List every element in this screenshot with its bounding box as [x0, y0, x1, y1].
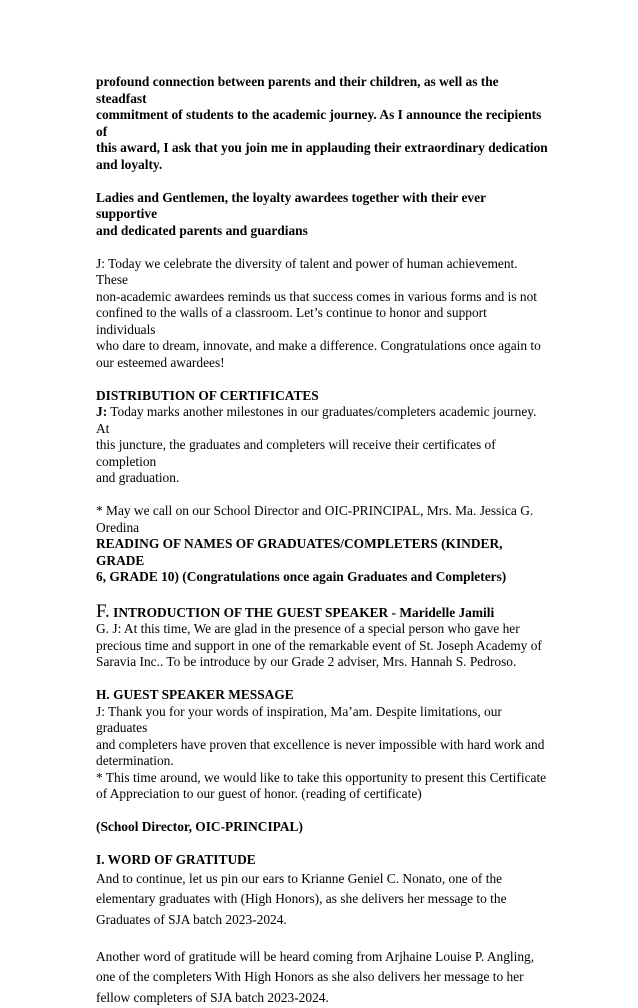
speaker-label: J:	[96, 404, 107, 419]
word-of-gratitude-text: And to continue, let us pin our ears to Krianne Geniel C. Nonato, one of the elementary graduates with (High Honors), as she delivers her message to the Graduates of SJA batch 2023-2024.	[96, 869, 548, 931]
word-of-gratitude-section	[96, 852, 548, 930]
guest-speaker-message-heading: H. GUEST SPEAKER MESSAGE	[96, 687, 548, 704]
section-letter: F.	[96, 601, 110, 622]
another-gratitude-paragraph: Another word of gratitude will be heard coming from Arjhaine Louise P. Angling, one of the completers With High Honors as she also delivers her message to her fellow completers of SJA batch 2023-2024.	[96, 947, 548, 1008]
reading-of-names-heading: READING OF NAMES OF GRADUATES/COMPLETERS (KINDER, GRADE 6, GRADE 10) (Congratulations once again Graduates and Completers)	[96, 536, 548, 586]
director-note: (School Director, OIC-PRINCIPAL)	[96, 819, 548, 836]
distribution-text: Today marks another milestones in our graduates/completers academic journey. At this juncture, the graduates and completers will receive their certificates of completion and graduation.	[96, 404, 536, 485]
celebrate-paragraph: J: Today we celebrate the diversity of talent and power of human achievement. These non-academic awardees reminds us that success comes in various forms and is not confined to the walls of a classroom. Let’s continue to honor and support individuals who dare to dream, innovate, and make a difference. Congratulations once again to our esteemed awardees!	[96, 256, 548, 372]
distribution-heading: DISTRIBUTION OF CERTIFICATES	[96, 388, 548, 405]
guest-speaker-message-text: J: Thank you for your words of inspiration, Ma’am. Despite limitations, our graduates and completers have proven that excellence is never impossible with hard work and determination. * This time around, we would like to take this opportunity to present this Certificate of Appreciation to our guest of honor. (reading of certificate)	[96, 704, 548, 803]
loyalty-awardees-paragraph: Ladies and Gentlemen, the loyalty awardees together with their ever supportive and dedicated parents and guardians	[96, 190, 548, 240]
section-title: INTRODUCTION OF THE GUEST SPEAKER - Maridelle Jamili	[110, 605, 494, 620]
word-of-gratitude-heading: I. WORD OF GRATITUDE	[96, 852, 548, 869]
guest-speaker-intro-text: G. J: At this time, We are glad in the presence of a special person who gave her precious time and support in one of the remarkable event of St. Joseph Academy of Saravia Inc.. To be introduce by our Grade 2 adviser, Mrs. Hannah S. Pedroso.	[96, 621, 548, 671]
intro-paragraph: profound connection between parents and their children, as well as the steadfast commitment of students to the academic journey. As I announce the recipients of this award, I ask that you join me in applauding their extraordinary dedication and loyalty.	[96, 74, 548, 173]
guest-speaker-message-section	[96, 687, 548, 803]
guest-speaker-intro-heading	[96, 604, 548, 622]
distribution-section	[96, 388, 548, 487]
document-page	[96, 74, 548, 1008]
distribution-paragraph	[96, 404, 548, 487]
call-director-paragraph: * May we call on our School Director and OIC-PRINCIPAL, Mrs. Ma. Jessica G. Oredina	[96, 503, 548, 536]
guest-speaker-intro-section	[96, 604, 548, 671]
